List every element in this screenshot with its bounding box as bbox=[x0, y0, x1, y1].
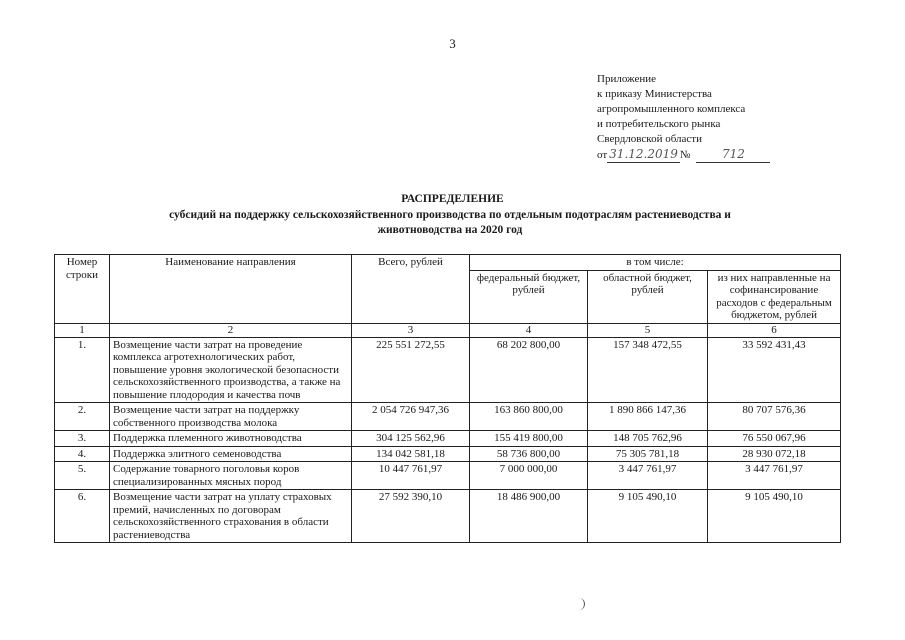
row-total: 27 592 390,10 bbox=[352, 490, 470, 543]
row-direction-name: Возмещение части затрат на проведение комплекса агротехнологических работ, повышение уровня экологической безопасности сельскохозяйственного производства, а также на повышение плодородия и качества почв bbox=[110, 337, 352, 403]
header-direction-name: Наименование направления bbox=[110, 255, 352, 324]
column-index: 3 bbox=[352, 323, 470, 337]
table-row bbox=[55, 337, 841, 403]
from-label: от bbox=[597, 149, 608, 161]
row-regional: 148 705 762,96 bbox=[588, 431, 708, 447]
appendix-line: к приказу Министерства bbox=[597, 88, 712, 100]
appendix-line: Свердловской области bbox=[597, 133, 702, 145]
row-federal: 155 419 800,00 bbox=[470, 431, 588, 447]
row-cofinance: 76 550 067,96 bbox=[708, 431, 841, 447]
row-regional: 1 890 866 147,36 bbox=[588, 403, 708, 431]
row-regional: 157 348 472,55 bbox=[588, 337, 708, 403]
row-cofinance: 28 930 072,18 bbox=[708, 446, 841, 462]
row-direction-name: Поддержка элитного семеноводства bbox=[110, 446, 352, 462]
row-direction-name: Поддержка племенного животноводства bbox=[110, 431, 352, 447]
row-cofinance: 9 105 490,10 bbox=[708, 490, 841, 543]
row-direction-name: Содержание товарного поголовья коров специализированных мясных пород bbox=[110, 462, 352, 490]
header-regional: областной бюджет, рублей bbox=[588, 270, 708, 323]
number-label: № bbox=[679, 149, 691, 161]
document-title: РАСПРЕДЕЛЕНИЕ bbox=[401, 193, 504, 205]
column-index: 4 bbox=[470, 323, 588, 337]
header-row-number: Номер строки bbox=[55, 255, 110, 324]
row-number: 6. bbox=[55, 490, 110, 543]
appendix-line: и потребительского рынка bbox=[597, 118, 721, 130]
table-row bbox=[55, 490, 841, 543]
row-direction-name: Возмещение части затрат на поддержку собственного производства молока bbox=[110, 403, 352, 431]
order-date-number-row bbox=[597, 147, 770, 163]
row-cofinance: 3 447 761,97 bbox=[708, 462, 841, 490]
row-federal: 68 202 800,00 bbox=[470, 337, 588, 403]
header-total: Всего, рублей bbox=[352, 255, 470, 324]
column-index: 2 bbox=[110, 323, 352, 337]
row-regional: 3 447 761,97 bbox=[588, 462, 708, 490]
row-number: 2. bbox=[55, 403, 110, 431]
row-federal: 163 860 800,00 bbox=[470, 403, 588, 431]
row-number: 5. bbox=[55, 462, 110, 490]
row-federal: 7 000 000,00 bbox=[470, 462, 588, 490]
page-number: 3 bbox=[449, 36, 456, 51]
row-regional: 75 305 781,18 bbox=[588, 446, 708, 462]
row-regional: 9 105 490,10 bbox=[588, 490, 708, 543]
subsidy-distribution-table bbox=[54, 254, 841, 543]
row-total: 2 054 726 947,36 bbox=[352, 403, 470, 431]
header-federal: федеральный бюджет, рублей bbox=[470, 270, 588, 323]
column-index: 6 bbox=[708, 323, 841, 337]
row-total: 225 551 272,55 bbox=[352, 337, 470, 403]
column-index-row bbox=[55, 323, 841, 337]
table-row bbox=[55, 446, 841, 462]
column-index: 5 bbox=[588, 323, 708, 337]
header-including: в том числе: bbox=[470, 255, 841, 271]
row-total: 134 042 581,18 bbox=[352, 446, 470, 462]
row-cofinance: 33 592 431,43 bbox=[708, 337, 841, 403]
appendix-line: Приложение bbox=[597, 73, 657, 85]
row-federal: 18 486 900,00 bbox=[470, 490, 588, 543]
appendix-line: агропромышленного комплекса bbox=[597, 103, 746, 115]
row-number: 3. bbox=[55, 431, 110, 447]
handwritten-date: 31.12.2019 bbox=[609, 147, 678, 161]
row-number: 4. bbox=[55, 446, 110, 462]
row-number: 1. bbox=[55, 337, 110, 403]
table-row bbox=[55, 403, 841, 431]
row-total: 304 125 562,96 bbox=[352, 431, 470, 447]
row-total: 10 447 761,97 bbox=[352, 462, 470, 490]
row-direction-name: Возмещение части затрат на уплату страховых премий, начисленных по договорам сельскохозяйственного страхования в области растениеводства bbox=[110, 490, 352, 543]
table-row bbox=[55, 431, 841, 447]
row-federal: 58 736 800,00 bbox=[470, 446, 588, 462]
handwritten-number: 712 bbox=[696, 147, 770, 163]
column-index: 1 bbox=[55, 323, 110, 337]
row-cofinance: 80 707 576,36 bbox=[708, 403, 841, 431]
document-subtitle: субсидий на поддержку сельскохозяйственного производства по отдельным подотраслям растениеводства и животноводства на 2020 год bbox=[169, 209, 731, 236]
table-row bbox=[55, 462, 841, 490]
appendix-block bbox=[597, 72, 770, 163]
table-header-row bbox=[55, 255, 841, 271]
page-bottom-cut bbox=[0, 604, 905, 640]
header-cofinance: из них направленные на софинансирование расходов с федеральным бюджетом, рублей bbox=[708, 270, 841, 323]
